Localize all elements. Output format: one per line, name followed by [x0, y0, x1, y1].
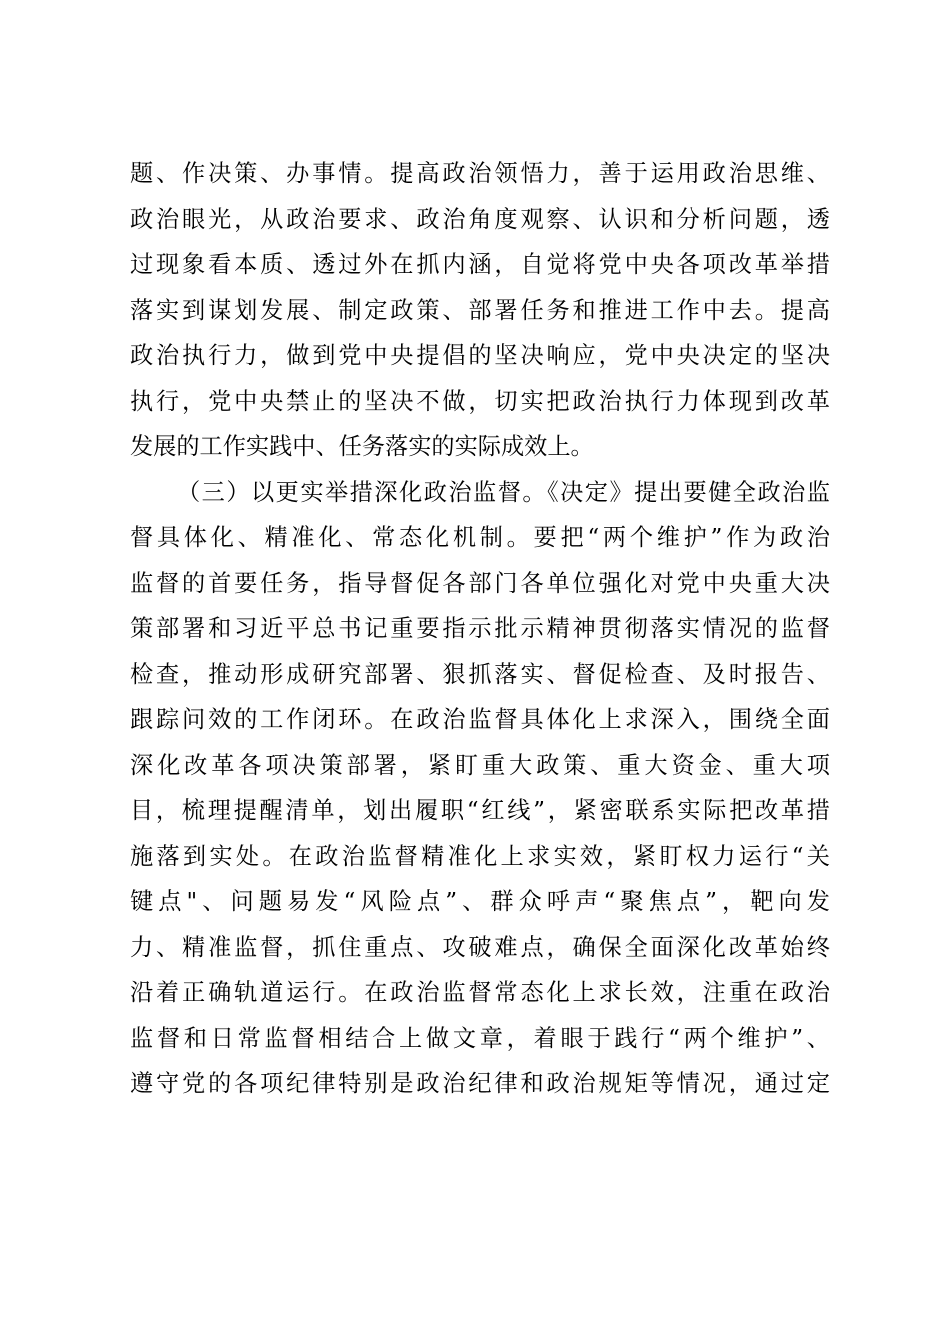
text-line: 题、作决策、办事情。提高政治领悟力，善于运用政治思维、 [130, 160, 830, 187]
text-line: 目，梳理提醒清单，划出履职“红线”，紧密联系实际把改革措 [130, 797, 830, 824]
text-line: 深化改革各项决策部署，紧盯重大政策、重大资金、重大项 [130, 751, 830, 779]
text-line: 督具体化、精准化、常态化机制。要把“两个维护”作为政治 [130, 524, 830, 551]
text-line: 沿着正确轨道运行。在政治监督常态化上求长效，注重在政治 [130, 979, 830, 1006]
text-line: 策部署和习近平总书记重要指示批示精神贯彻落实情况的监督 [130, 615, 830, 642]
body-text [130, 151, 830, 1107]
text-line: 落实到谋划发展、制定政策、部署任务和推进工作中去。提高 [130, 296, 830, 324]
text-line: 跟踪问效的工作闭环。在政治监督具体化上求深入，围绕全面 [130, 706, 830, 733]
text-line: 监督和日常监督相结合上做文章，着眼于践行“两个维护”、 [130, 1024, 830, 1052]
text-line: 监督的首要任务，指导督促各部门各单位强化对党中央重大决 [130, 569, 830, 597]
text-line: 发展的工作实践中、任务落实的实际成效上。 [130, 433, 594, 460]
text-line: 执行，党中央禁止的坚决不做，切实把政治执行力体现到改革 [130, 387, 830, 415]
text-line: 键点"、问题易发“风险点”、群众呼声“聚焦点”，靶向发 [130, 888, 830, 915]
text-line: 检查，推动形成研究部署、狠抓落实、督促检查、及时报告、 [130, 660, 830, 688]
section-heading-line: （三）以更实举措深化政治监督。《决定》提出要健全政治监 [177, 478, 830, 506]
text-line: 施落到实处。在政治监督精准化上求实效，紧盯权力运行“关 [130, 842, 830, 870]
text-line: 政治眼光，从政治要求、政治角度观察、认识和分析问题，透 [130, 205, 830, 233]
text-line: 过现象看本质、透过外在抓内涵，自觉将党中央各项改革举措 [130, 251, 830, 278]
text-line: 力、精准监督，抓住重点、攻破难点，确保全面深化改革始终 [130, 933, 830, 961]
text-line: 遵守党的各项纪律特别是政治纪律和政治规矩等情况，通过定 [130, 1070, 830, 1097]
text-line: 政治执行力，做到党中央提倡的坚决响应，党中央决定的坚决 [130, 342, 830, 369]
